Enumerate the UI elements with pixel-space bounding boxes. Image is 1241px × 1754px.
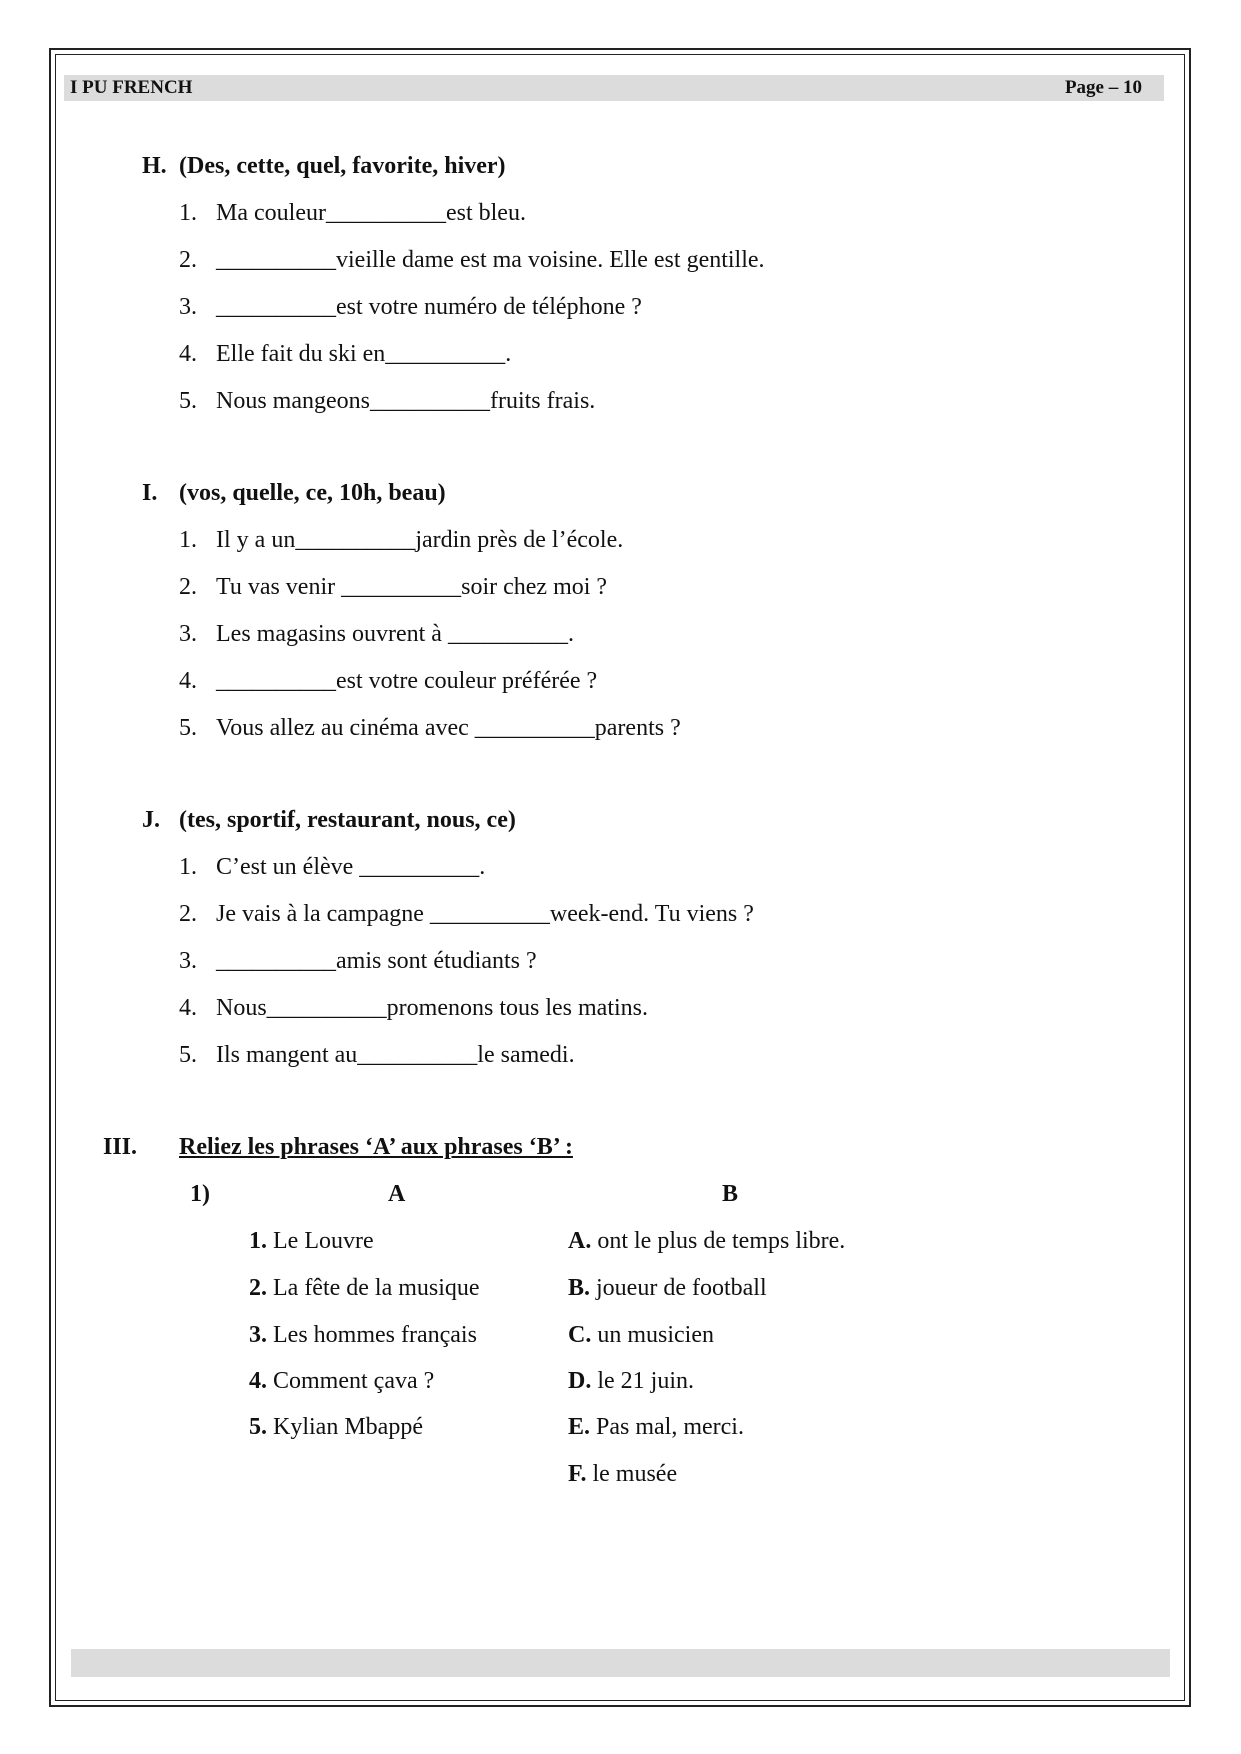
- section-i-item-text: __________est votre couleur préférée ?: [216, 668, 598, 694]
- section-j-item-text: C’est un élève __________.: [216, 854, 486, 880]
- column-b-item-key: D.: [568, 1368, 592, 1394]
- section-j-item-number: 5.: [179, 1042, 197, 1068]
- part-three-title: Reliez les phrases ‘A’ aux phrases ‘B’ :: [179, 1134, 573, 1160]
- column-b-item-key: F.: [568, 1461, 587, 1487]
- section-i-item-number: 1.: [179, 527, 197, 553]
- column-a-item-key: 4.: [249, 1368, 267, 1394]
- column-b-item-text: ont le plus de temps libre.: [597, 1228, 846, 1254]
- section-j-item-text: Nous__________promenons tous les matins.: [216, 995, 648, 1021]
- column-b-item-text: joueur de football: [596, 1275, 767, 1301]
- section-i-item-text: Les magasins ouvrent à __________.: [216, 621, 574, 647]
- column-a-item: [249, 1413, 423, 1441]
- column-a-item-key: 2.: [249, 1275, 267, 1301]
- column-b-heading: B: [722, 1181, 739, 1207]
- section-i-item-text: Vous allez au cinéma avec __________parents ?: [216, 715, 681, 741]
- column-b-item: [568, 1460, 677, 1488]
- section-i-item-number: 3.: [179, 621, 197, 647]
- column-a-item: [249, 1227, 374, 1255]
- section-i-item-text: Tu vas venir __________soir chez moi ?: [216, 574, 608, 600]
- section-h-item-text: Nous mangeons__________fruits frais.: [216, 388, 596, 414]
- column-a-item: [249, 1367, 434, 1395]
- column-b-item-key: B.: [568, 1275, 591, 1301]
- column-a-item-text: La fête de la musique: [273, 1275, 480, 1301]
- header-course-title: I PU FRENCH: [70, 77, 193, 98]
- section-j-item-number: 1.: [179, 854, 197, 880]
- column-b-item: [568, 1274, 767, 1302]
- section-j-item-number: 2.: [179, 901, 197, 927]
- column-b-item-key: A.: [568, 1228, 592, 1254]
- page-header: [64, 75, 1164, 101]
- section-h-item-text: __________est votre numéro de téléphone ?: [216, 294, 642, 320]
- column-a-item-text: Kylian Mbappé: [273, 1414, 423, 1440]
- column-b-item-text: Pas mal, merci.: [596, 1414, 744, 1440]
- section-h-word-bank: (Des, cette, quel, favorite, hiver): [179, 153, 506, 179]
- section-i-word-bank: (vos, quelle, ce, 10h, beau): [179, 480, 446, 506]
- column-b-item-text: un musicien: [597, 1322, 714, 1348]
- section-h-item-text: Ma couleur__________est bleu.: [216, 200, 526, 226]
- column-b-item-key: C.: [568, 1322, 592, 1348]
- column-a-item-key: 5.: [249, 1414, 267, 1440]
- exercise-number: 1): [190, 1181, 210, 1207]
- section-i-item-number: 4.: [179, 668, 197, 694]
- column-a-item-key: 3.: [249, 1322, 267, 1348]
- section-h-item-text: Elle fait du ski en__________.: [216, 341, 512, 367]
- part-three-numeral: III.: [103, 1134, 138, 1160]
- section-j-item-text: Ils mangent au__________le samedi.: [216, 1042, 575, 1068]
- column-a-item: [249, 1274, 480, 1302]
- section-h-item-number: 4.: [179, 341, 197, 367]
- section-j-letter: J.: [142, 807, 160, 833]
- column-b-item-text: le 21 juin.: [597, 1368, 694, 1394]
- section-h-item-number: 5.: [179, 388, 197, 414]
- section-h-letter: H.: [142, 153, 167, 179]
- column-a-item-key: 1.: [249, 1228, 267, 1254]
- section-h-item-number: 1.: [179, 200, 197, 226]
- column-a-item-text: Les hommes français: [273, 1322, 477, 1348]
- section-h-item-number: 2.: [179, 247, 197, 273]
- section-i-letter: I.: [142, 480, 158, 506]
- column-b-item: [568, 1227, 845, 1255]
- column-b-item-key: E.: [568, 1414, 591, 1440]
- section-j-item-text: __________amis sont étudiants ?: [216, 948, 537, 974]
- section-j-item-number: 4.: [179, 995, 197, 1021]
- column-a-item-text: Comment çava ?: [273, 1368, 435, 1394]
- column-b-item: [568, 1367, 694, 1395]
- column-a-item: [249, 1321, 477, 1349]
- section-j-item-text: Je vais à la campagne __________week-end. Tu viens ?: [216, 901, 754, 927]
- section-j-word-bank: (tes, sportif, restaurant, nous, ce): [179, 807, 516, 833]
- column-a-item-text: Le Louvre: [273, 1228, 374, 1254]
- section-j-item-number: 3.: [179, 948, 197, 974]
- page-footer: [71, 1649, 1170, 1677]
- section-h-item-number: 3.: [179, 294, 197, 320]
- column-b-item: [568, 1413, 744, 1441]
- column-b-item-text: le musée: [592, 1461, 678, 1487]
- section-i-item-number: 5.: [179, 715, 197, 741]
- section-i-item-number: 2.: [179, 574, 197, 600]
- section-h-item-text: __________vieille dame est ma voisine. Elle est gentille.: [216, 247, 765, 273]
- column-b-item: [568, 1321, 714, 1349]
- header-page-number: Page – 10: [1064, 77, 1142, 98]
- column-a-heading: A: [388, 1181, 406, 1207]
- section-i-item-text: Il y a un__________jardin près de l’école.: [216, 527, 624, 553]
